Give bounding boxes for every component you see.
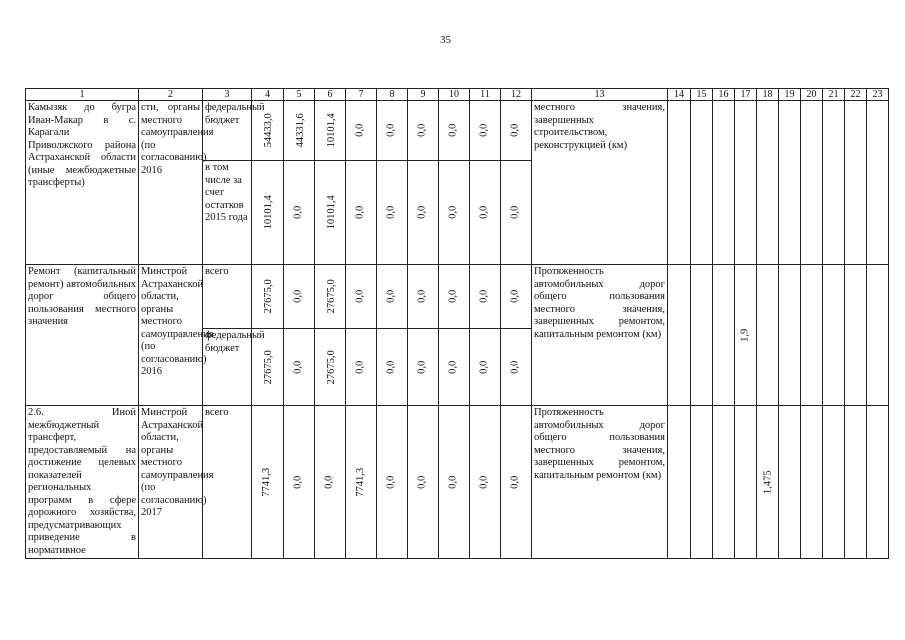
value-text: 10101,4 <box>325 195 337 230</box>
value-cell <box>315 265 346 329</box>
value-text: 0,0 <box>292 289 304 304</box>
value-text: 27675,0 <box>262 349 274 385</box>
value-cell <box>377 406 408 559</box>
value-text: 0,0 <box>416 205 428 220</box>
value-text: 0,0 <box>447 289 459 304</box>
value-cell <box>408 265 439 329</box>
executor-cell: Минстрой Астраханской области, органы местного самоуправления (по согласованию) 2016 <box>139 265 203 406</box>
value-text: 0,0 <box>416 123 428 138</box>
program-table <box>25 88 889 559</box>
value-text: 0,0 <box>416 475 428 489</box>
value-cell <box>346 406 377 559</box>
value-cell <box>439 161 470 265</box>
value-cell <box>501 329 532 406</box>
value-cell <box>470 406 501 559</box>
value-text: 0,0 <box>509 205 521 220</box>
value-cell <box>346 265 377 329</box>
value-text: 0,0 <box>478 289 490 304</box>
measure-name: Ремонт (капитальный ремонт) автомобильных дорог общего пользования местного значения <box>26 265 139 406</box>
column-number: 3 <box>203 89 252 101</box>
column-number: 8 <box>377 89 408 101</box>
column-number: 7 <box>346 89 377 101</box>
value-cell <box>470 161 501 265</box>
column-number: 1 <box>26 89 139 101</box>
column-number: 15 <box>691 89 713 101</box>
funding-source: федеральный бюджет <box>203 101 252 161</box>
value-cell <box>501 406 532 559</box>
measure-name: 2.6. Иной межбюджетный трансферт, предоставляемый на достижение целевых показателей региональных программ в сфере дорожного хозяйства, предусматривающих приведение в нормативное <box>26 406 139 559</box>
value-text: 0,0 <box>385 123 397 138</box>
column-number: 21 <box>823 89 845 101</box>
value-text: 44331,6 <box>294 113 306 148</box>
indicator-cell: местного значения, завершенных строительством, реконструкцией (км) <box>532 101 668 265</box>
value-cell <box>346 101 377 161</box>
value-cell <box>284 161 315 265</box>
value-text: 10101,4 <box>325 113 337 148</box>
value-cell <box>501 265 532 329</box>
value-text: 0,0 <box>416 360 428 374</box>
value-text: 27675,0 <box>262 279 274 314</box>
value-cell <box>408 406 439 559</box>
value-text: 0,0 <box>478 123 490 138</box>
value-text: 0,0 <box>509 289 521 304</box>
value-cell <box>470 329 501 406</box>
value-text: 7741,3 <box>261 467 273 497</box>
value-text: 10101,4 <box>262 195 274 230</box>
target-value: 1,475 <box>762 470 774 494</box>
value-cell <box>346 329 377 406</box>
value-text: 0,0 <box>385 205 397 220</box>
column-number: 11 <box>470 89 501 101</box>
value-text: 0,0 <box>385 475 397 489</box>
value-text: 0,0 <box>323 475 335 489</box>
target-value-cell <box>757 406 779 559</box>
value-cell <box>346 161 377 265</box>
column-number: 6 <box>315 89 346 101</box>
value-cell <box>284 329 315 406</box>
value-text: 0,0 <box>447 475 459 489</box>
value-cell <box>284 265 315 329</box>
value-cell <box>377 329 408 406</box>
column-number: 23 <box>867 89 889 101</box>
measure-name: Камызяк до бугра Иван-Макар в с. Карагали Приволжского района Астраханской области (иные межбюджетные трансферты) <box>26 101 139 265</box>
value-cell <box>377 265 408 329</box>
column-number: 18 <box>757 89 779 101</box>
value-text: 0,0 <box>478 475 490 489</box>
executor-cell: Минстрой Астраханской области, органы местного самоуправления (по согласованию) 2017 <box>139 406 203 559</box>
value-text: 0,0 <box>354 360 366 374</box>
column-number: 4 <box>252 89 284 101</box>
value-text: 27675,0 <box>325 349 337 385</box>
value-text: 0,0 <box>416 289 428 304</box>
value-text: 7741,3 <box>354 467 366 497</box>
column-number: 10 <box>439 89 470 101</box>
value-cell <box>408 329 439 406</box>
value-text: 0,0 <box>354 289 366 304</box>
value-cell <box>470 101 501 161</box>
value-cell <box>252 161 284 265</box>
value-text: 0,0 <box>447 360 459 374</box>
value-text: 0,0 <box>292 360 304 374</box>
table-row <box>26 265 889 329</box>
value-cell <box>284 101 315 161</box>
value-cell <box>315 101 346 161</box>
value-text: 0,0 <box>292 205 304 220</box>
indicator-cell: Протяженность автомобильных дорог общего пользования местного значения, завершенных ремонтом, капитальным ремонтом (км) <box>532 265 668 406</box>
value-text: 0,0 <box>478 205 490 220</box>
value-cell <box>439 406 470 559</box>
value-cell <box>408 161 439 265</box>
value-cell <box>439 265 470 329</box>
value-cell <box>377 101 408 161</box>
value-cell <box>252 406 284 559</box>
column-number: 17 <box>735 89 757 101</box>
table-row <box>26 101 889 161</box>
column-number: 22 <box>845 89 867 101</box>
table-row <box>26 406 889 559</box>
target-value-cell <box>735 265 757 406</box>
value-cell <box>284 406 315 559</box>
value-text: 0,0 <box>509 360 521 374</box>
value-text: 0,0 <box>478 360 490 374</box>
column-number: 12 <box>501 89 532 101</box>
funding-source: в том числе за счет остатков 2015 года <box>203 161 252 265</box>
column-number: 2 <box>139 89 203 101</box>
column-number: 14 <box>668 89 691 101</box>
value-cell <box>439 329 470 406</box>
value-cell <box>315 406 346 559</box>
page-number: 35 <box>440 34 451 46</box>
value-text: 0,0 <box>385 289 397 304</box>
column-number: 9 <box>408 89 439 101</box>
value-cell <box>315 329 346 406</box>
funding-source: всего <box>203 406 252 559</box>
funding-source: всего <box>203 265 252 329</box>
value-text: 0,0 <box>447 123 459 138</box>
column-number: 19 <box>779 89 801 101</box>
column-number-row <box>26 89 889 101</box>
value-cell <box>470 265 501 329</box>
value-cell <box>501 101 532 161</box>
value-cell <box>315 161 346 265</box>
target-value: 1,9 <box>739 328 751 342</box>
value-text: 0,0 <box>354 205 366 220</box>
value-text: 0,0 <box>509 123 521 138</box>
value-cell <box>439 101 470 161</box>
indicator-cell: Протяженность автомобильных дорог общего пользования местного значения, завершенных ремонтом, капитальным ремонтом (км) <box>532 406 668 559</box>
executor-cell: сти, органы местного самоуправления (по согласованию) 2016 <box>139 101 203 265</box>
column-number: 5 <box>284 89 315 101</box>
value-text: 0,0 <box>385 360 397 374</box>
value-cell <box>377 161 408 265</box>
column-number: 16 <box>713 89 735 101</box>
value-cell <box>501 161 532 265</box>
value-text: 27675,0 <box>325 279 337 314</box>
value-cell <box>252 265 284 329</box>
value-text: 0,0 <box>447 205 459 220</box>
value-text: 0,0 <box>292 475 304 489</box>
value-text: 54433,0 <box>262 113 274 148</box>
value-text: 0,0 <box>354 123 366 138</box>
value-text: 0,0 <box>509 475 521 489</box>
column-number: 20 <box>801 89 823 101</box>
funding-source: федеральный бюджет <box>203 329 252 406</box>
column-number: 13 <box>532 89 668 101</box>
value-cell <box>408 101 439 161</box>
